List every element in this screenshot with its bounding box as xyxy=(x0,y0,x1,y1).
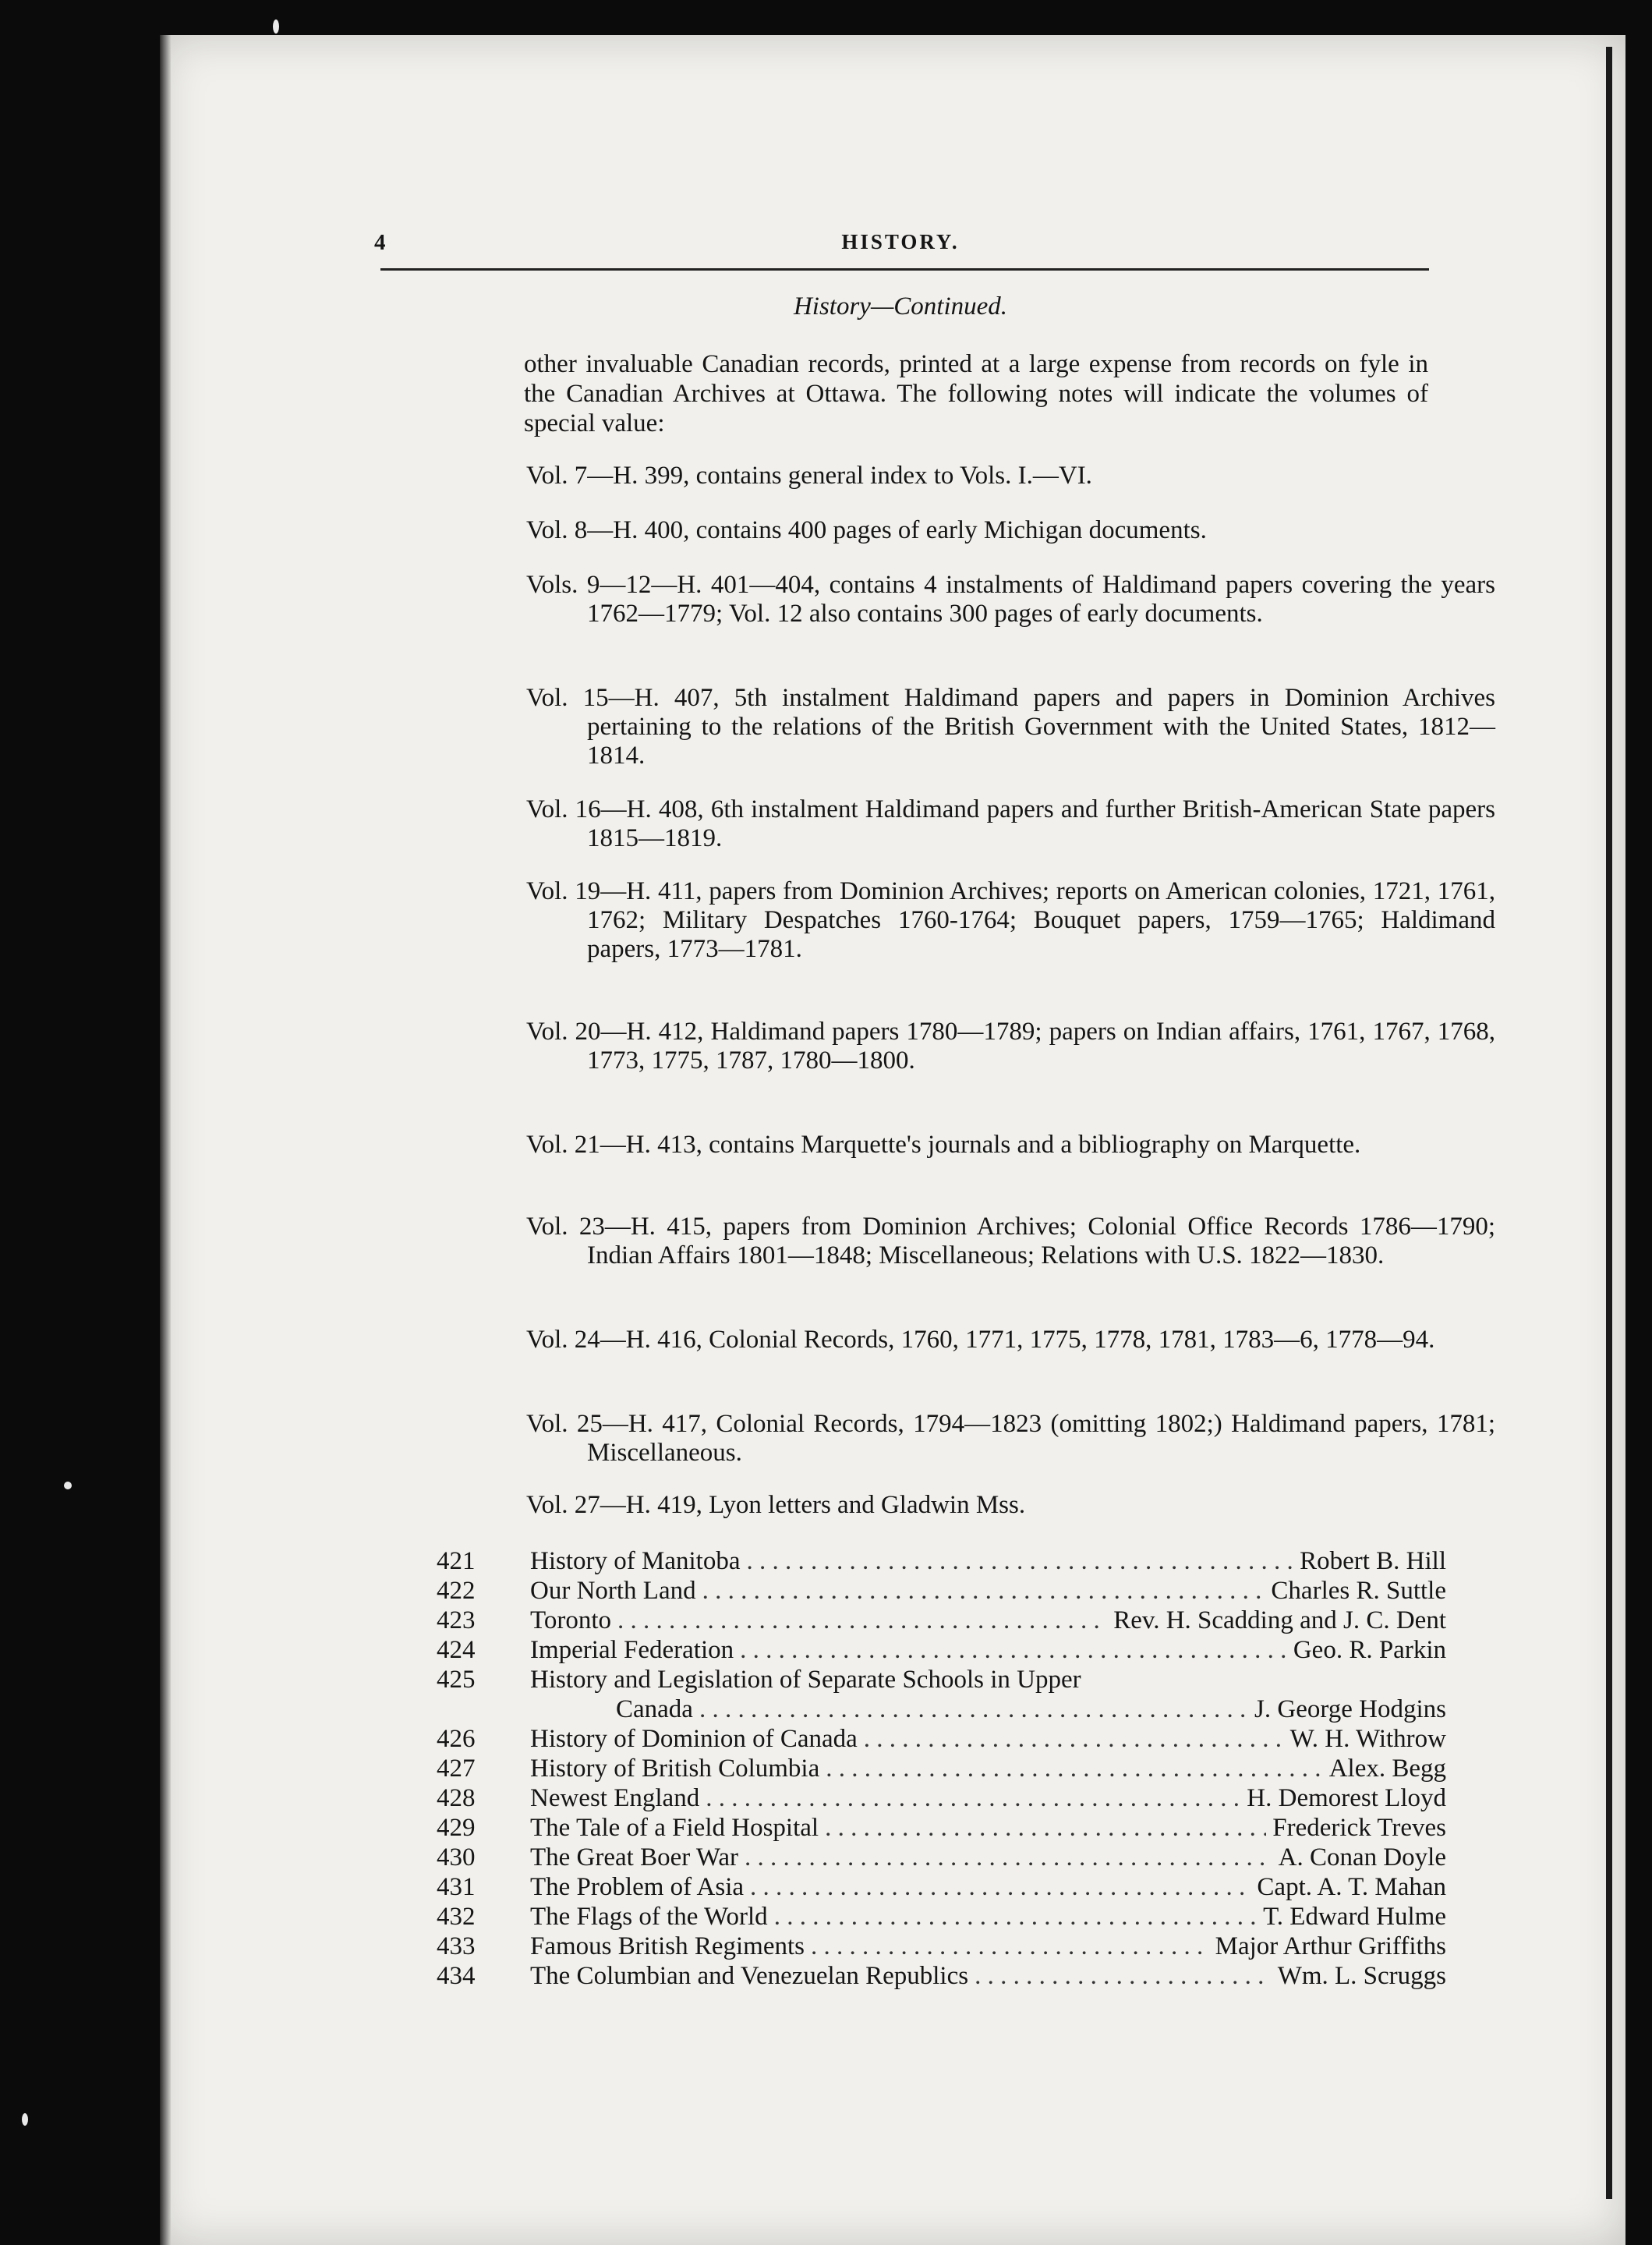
book-author: W. H. Withrow xyxy=(1289,1725,1446,1753)
list-item xyxy=(437,1783,1446,1813)
item-number: 426 xyxy=(437,1725,476,1753)
volume-entry: Vol. 19—H. 411, papers from Dominion Archives; reports on American colonies, 1721, 1761, 1762; Military Despatches 1760-1764; Bouquet papers, 1759—1765; Haldimand papers, 1773—1781. xyxy=(526,877,1495,963)
item-number: 428 xyxy=(437,1784,476,1812)
book-title: The Flags of the World xyxy=(530,1903,768,1931)
book-title: The Tale of a Field Hospital xyxy=(530,1814,819,1842)
list-item xyxy=(437,1635,1446,1665)
volume-entry: Vol. 24—H. 416, Colonial Records, 1760, 1771, 1775, 1778, 1781, 1783—6, 1778—94. xyxy=(526,1326,1435,1354)
list-item xyxy=(437,1606,1446,1635)
item-number: 422 xyxy=(437,1577,476,1605)
book-author: Capt. A. T. Mahan xyxy=(1257,1873,1446,1901)
book-title: Our North Land xyxy=(530,1577,696,1605)
leader-dots xyxy=(702,1576,1265,1606)
book-title: History and Legislation of Separate Schools in Upper xyxy=(530,1666,1081,1694)
book-author: Robert B. Hill xyxy=(1300,1547,1446,1575)
leader-dots xyxy=(750,1872,1250,1902)
volume-entry: Vol. 20—H. 412, Haldimand papers 1780—1789; papers on Indian affairs, 1761, 1767, 1768, 1773, 1775, 1787, 1780—1800. xyxy=(526,1018,1495,1075)
volume-entry: Vol. 27—H. 419, Lyon letters and Gladwin Mss. xyxy=(526,1491,1026,1519)
list-item-continuation xyxy=(437,1694,1446,1724)
book-author: Frederick Treves xyxy=(1272,1814,1446,1842)
book-author: Charles R. Suttle xyxy=(1271,1577,1446,1605)
leader-dots xyxy=(825,1813,1266,1843)
leader-dots xyxy=(617,1606,1107,1635)
volume-entry: Vol. 25—H. 417, Colonial Records, 1794—1823 (omitting 1802;) Haldimand papers, 1781; Miscellaneous. xyxy=(526,1410,1495,1467)
book-title: Toronto xyxy=(530,1606,612,1634)
leader-dots xyxy=(826,1754,1322,1783)
item-number: 425 xyxy=(437,1666,476,1694)
item-number: 421 xyxy=(437,1547,476,1575)
leader-dots xyxy=(706,1783,1240,1813)
item-number: 430 xyxy=(437,1843,476,1871)
list-item xyxy=(437,1813,1446,1843)
book-title: Imperial Federation xyxy=(530,1636,734,1664)
list-item xyxy=(437,1665,1446,1694)
book-title: The Columbian and Venezuelan Republics xyxy=(530,1962,969,1990)
page-header xyxy=(374,230,1427,261)
item-number: 434 xyxy=(437,1962,476,1990)
item-number: 427 xyxy=(437,1755,476,1783)
book-author: Wm. L. Scruggs xyxy=(1277,1962,1446,1990)
dust-speck xyxy=(273,19,279,34)
book-author: H. Demorest Lloyd xyxy=(1247,1784,1446,1812)
leader-dots xyxy=(746,1546,1293,1576)
intro-paragraph: other invaluable Canadian records, printed at a large expense from records on fyle in the Canadian Archives at Ottawa. The following notes will indicate the volumes of special value: xyxy=(524,350,1428,437)
volume-entry: Vols. 9—12—H. 401—404, contains 4 instalments of Haldimand papers covering the years 1762—1779; Vol. 12 also contains 300 pages of early documents. xyxy=(526,571,1495,628)
item-number: 432 xyxy=(437,1903,476,1931)
section-title: History—Continued. xyxy=(793,292,1008,320)
list-item xyxy=(437,1754,1446,1783)
item-number: 431 xyxy=(437,1873,476,1901)
book-author: A. Conan Doyle xyxy=(1278,1843,1446,1871)
book-author: J. George Hodgins xyxy=(1254,1695,1446,1723)
list-item xyxy=(437,1872,1446,1902)
item-number: 423 xyxy=(437,1606,476,1634)
leader-dots xyxy=(740,1635,1287,1665)
adjacent-page-edge xyxy=(1606,47,1612,2199)
dust-speck xyxy=(64,1482,72,1489)
leader-dots xyxy=(975,1961,1272,1991)
item-number: 424 xyxy=(437,1636,476,1664)
volume-entry: Vol. 23—H. 415, papers from Dominion Archives; Colonial Office Records 1786—1790; Indian Affairs 1801—1848; Miscellaneous; Relations with U.S. 1822—1830. xyxy=(526,1213,1495,1269)
list-item xyxy=(437,1546,1446,1576)
book-author: Alex. Begg xyxy=(1328,1755,1446,1783)
book-title: History of Manitoba xyxy=(530,1547,741,1575)
volume-entry: Vol. 8—H. 400, contains 400 pages of early Michigan documents. xyxy=(526,516,1207,544)
book-author: Major Arthur Griffiths xyxy=(1215,1932,1446,1960)
list-item xyxy=(437,1902,1446,1932)
list-item xyxy=(437,1932,1446,1961)
volume-entry: Vol. 15—H. 407, 5th instalment Haldimand papers and papers in Dominion Archives pertaining to the relations of the British Government with the United States, 1812—1814. xyxy=(526,684,1495,770)
item-number: 433 xyxy=(437,1932,476,1960)
volume-entry: Vol. 21—H. 413, contains Marquette's journals and a bibliography on Marquette. xyxy=(526,1131,1361,1159)
book-author: Rev. H. Scadding and J. C. Dent xyxy=(1113,1606,1446,1634)
page-edge-shadow xyxy=(160,35,171,2245)
book-title-continuation: Canada xyxy=(616,1695,693,1723)
book-author: T. Edward Hulme xyxy=(1263,1903,1446,1931)
book-title: The Great Boer War xyxy=(530,1843,739,1871)
leader-dots xyxy=(811,1932,1209,1961)
book-author: Geo. R. Parkin xyxy=(1293,1636,1446,1664)
page-number: 4 xyxy=(374,230,386,255)
book-title: Newest England xyxy=(530,1784,700,1812)
dust-speck xyxy=(22,2113,28,2126)
leader-dots xyxy=(864,1724,1284,1754)
book-title: History of British Columbia xyxy=(530,1755,820,1783)
book-title: The Problem of Asia xyxy=(530,1873,745,1901)
leader-dots xyxy=(774,1902,1257,1932)
volume-entry: Vol. 7—H. 399, contains general index to Vols. I.—VI. xyxy=(526,462,1092,490)
book-title: Famous British Regiments xyxy=(530,1932,805,1960)
leader-dots xyxy=(745,1843,1272,1872)
leader-dots xyxy=(699,1694,1248,1724)
header-rule xyxy=(380,268,1429,271)
list-item xyxy=(437,1576,1446,1606)
book-title: History of Dominion of Canada xyxy=(530,1725,858,1753)
list-item xyxy=(437,1724,1446,1754)
running-head: HISTORY. xyxy=(841,230,960,253)
list-item xyxy=(437,1961,1446,1991)
list-item xyxy=(437,1843,1446,1872)
volume-entry: Vol. 16—H. 408, 6th instalment Haldimand papers and further British-American State papers 1815—1819. xyxy=(526,795,1495,852)
item-number: 429 xyxy=(437,1814,476,1842)
book-list xyxy=(437,1546,1446,1991)
